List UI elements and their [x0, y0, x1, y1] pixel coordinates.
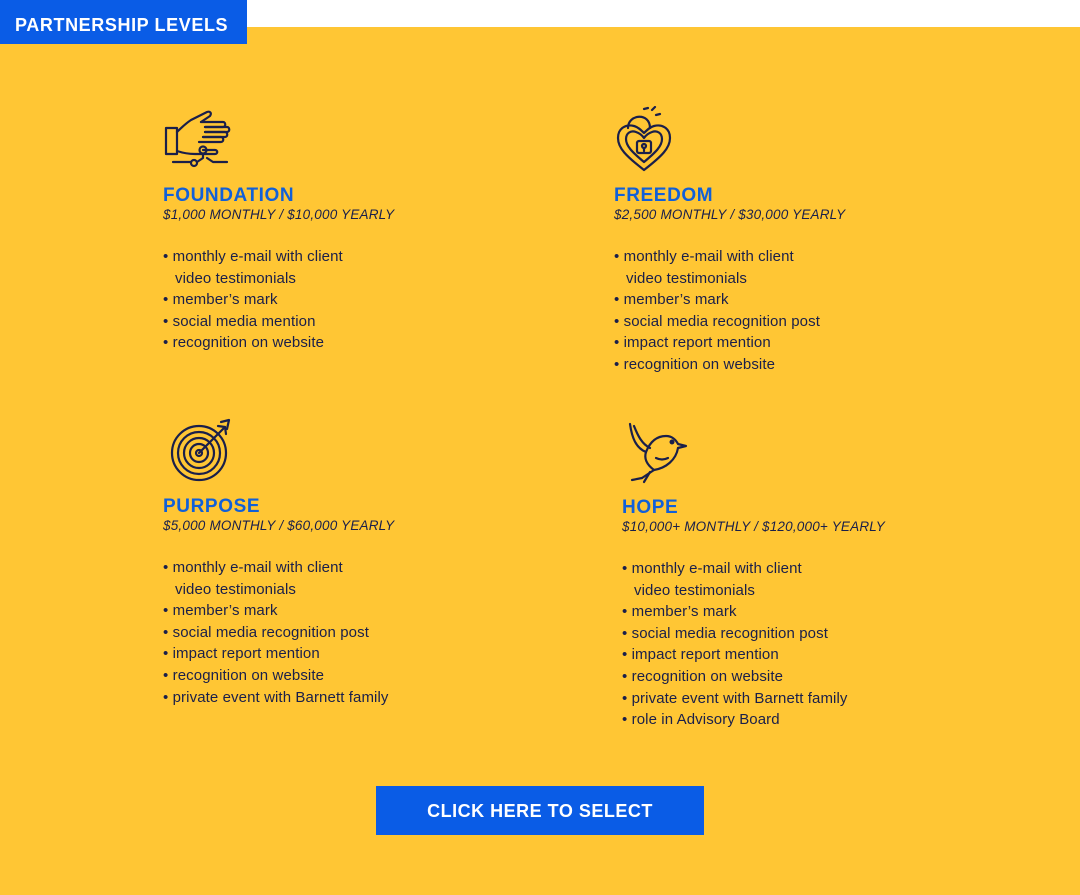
benefit-item: • impact report mention: [622, 646, 779, 664]
heart-lock-icon: [614, 106, 684, 176]
benefit-item: • impact report mention: [163, 645, 320, 663]
benefit-item: • private event with Barnett family: [163, 688, 389, 706]
benefit-item: • monthly e-mail with client video testimonials: [622, 560, 802, 599]
benefit-list: [163, 246, 394, 354]
benefit-item: • role in Advisory Board: [622, 711, 780, 729]
tier-name: HOPE: [622, 497, 679, 518]
section-title: PARTNERSHIP LEVELS: [0, 0, 247, 44]
benefit-item: • member’s mark: [614, 291, 729, 309]
benefit-item: • monthly e-mail with client video testimonials: [163, 248, 343, 287]
benefit-item: • monthly e-mail with client video testimonials: [163, 559, 343, 598]
benefit-item: • impact report mention: [614, 334, 771, 352]
benefit-list: [622, 558, 885, 731]
content-panel: [0, 27, 1080, 895]
target-icon: [163, 417, 233, 487]
benefit-item: • recognition on website: [163, 666, 325, 684]
benefit-item: • recognition on website: [622, 667, 784, 685]
tier-hope: [622, 418, 885, 731]
tier-price: $10,000+ MONTHLY / $120,000+ YEARLY: [622, 519, 885, 534]
select-button[interactable]: CLICK HERE TO SELECT: [376, 786, 704, 835]
tier-price: $1,000 MONTHLY / $10,000 YEARLY: [163, 207, 395, 222]
tier-freedom: [614, 106, 845, 376]
tier-price: $5,000 MONTHLY / $60,000 YEARLY: [163, 518, 395, 533]
benefit-item: • private event with Barnett family: [622, 689, 848, 707]
benefit-item: • recognition on website: [163, 334, 325, 352]
benefit-item: • member’s mark: [163, 602, 278, 620]
benefit-list: [614, 246, 845, 376]
tier-name: FOUNDATION: [163, 185, 295, 206]
benefit-item: • social media recognition post: [622, 624, 828, 642]
benefit-item: • monthly e-mail with client video testimonials: [614, 248, 794, 287]
tier-purpose: [163, 417, 394, 708]
tier-foundation: [163, 106, 394, 354]
tier-name: PURPOSE: [163, 496, 261, 517]
tier-price: $2,500 MONTHLY / $30,000 YEARLY: [614, 207, 846, 222]
benefit-list: [163, 557, 394, 708]
dove-icon: [622, 418, 692, 488]
benefit-item: • member’s mark: [163, 291, 278, 309]
hand-icon: [163, 106, 233, 176]
benefit-item: • recognition on website: [614, 355, 776, 373]
benefit-item: • social media recognition post: [163, 623, 369, 641]
benefit-item: • social media mention: [163, 312, 316, 330]
benefit-item: • social media recognition post: [614, 312, 820, 330]
benefit-item: • member’s mark: [622, 603, 737, 621]
tier-name: FREEDOM: [614, 185, 714, 206]
